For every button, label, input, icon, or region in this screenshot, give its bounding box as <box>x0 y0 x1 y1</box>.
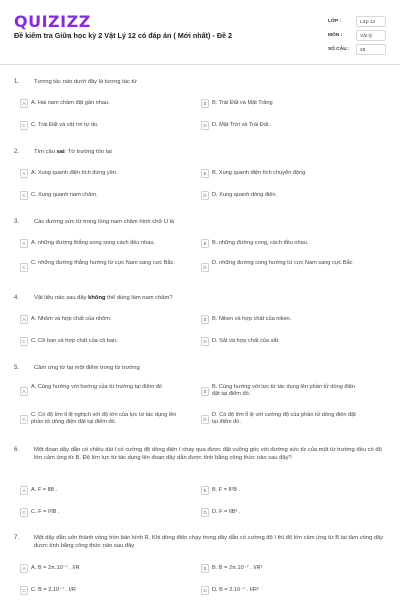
question-emphasis: không <box>88 295 106 301</box>
question-text-part: : Từ trường tồn tại <box>64 149 112 155</box>
question-number: 3. <box>14 219 20 225</box>
option-text: A. Hai nam châm đặt gần nhau. <box>31 100 110 106</box>
option-text: D. Mặt Trời và Trái Đất. <box>212 122 271 128</box>
option-letter: D <box>201 508 209 517</box>
question-text-part: Vật liệu nào sau đây <box>34 295 89 301</box>
option-1b[interactable] <box>201 97 371 111</box>
option-letter: B <box>201 486 209 495</box>
option-6b[interactable] <box>201 484 371 498</box>
option-letter: A <box>20 564 28 573</box>
option-text: C. B = 2.10⁻⁷ . I/R <box>31 587 76 593</box>
option-letter: C <box>20 586 28 595</box>
option-text: C. Có độ lớn tỉ lệ nghịch với độ lớn của lực từ tác dụng lên phần tử dòng điện đặt tại điểm đó. <box>31 412 177 425</box>
option-text: C. Cô ban và hợp chất của cô ban. <box>31 338 118 344</box>
header-divider <box>0 64 400 65</box>
option-letter: B <box>201 99 209 108</box>
meta-value: Lớp 12 <box>356 16 386 27</box>
option-text: C. F = I²lB . <box>31 509 60 515</box>
option-text: A. F = IlB . <box>31 487 58 493</box>
question-text: Tương tác nào dưới đây là tương tác từ <box>34 79 137 85</box>
option-text: C. những đường thẳng hướng từ cực Nam sang cực Bắc. <box>31 260 175 266</box>
option-3c[interactable] <box>20 259 190 277</box>
option-6d[interactable] <box>201 506 371 520</box>
option-letter: C <box>20 191 28 200</box>
question-text: Các đường sức từ trong lòng nam châm hình chữ U là <box>34 219 175 225</box>
option-text: B. Niken và hợp chất của niken. <box>212 316 292 322</box>
meta-value: Vật lý <box>356 30 386 41</box>
meta-value: 28 <box>356 44 386 55</box>
option-letter: B <box>201 239 209 248</box>
option-text: D. những đường cong hướng từ cực Nam sang cực Bắc <box>212 260 353 266</box>
option-7b[interactable] <box>201 562 371 576</box>
option-text: A. B = 2π.10⁻⁷ . I/R <box>31 565 80 571</box>
option-letter: A <box>20 99 28 108</box>
option-text: B. những đường cong, cách đều nhau. <box>212 240 309 246</box>
option-letter: D <box>201 121 209 130</box>
option-2d[interactable] <box>201 189 371 203</box>
question-number: 2. <box>14 149 20 155</box>
option-text: D. Xung quanh dòng điện. <box>212 192 278 198</box>
option-letter: A <box>20 315 28 324</box>
question-number: 5. <box>14 365 20 371</box>
question-text-part: Tìm câu <box>34 149 57 155</box>
meta-panel <box>328 16 386 58</box>
option-text: A. Cùng hướng với hướng của từ trường tại điểm đó <box>31 384 163 390</box>
option-2b[interactable] <box>201 167 371 181</box>
option-text: D. Sắt và hợp chất của sắt <box>212 338 279 344</box>
option-letter: A <box>20 169 28 178</box>
option-3d[interactable] <box>201 259 371 277</box>
question-number: 1. <box>14 79 20 85</box>
question-text-part: thể dùng làm nam châm? <box>105 295 173 301</box>
option-5d[interactable] <box>201 411 371 429</box>
option-letter: C <box>20 337 28 346</box>
option-text: B. B = 2π.10⁻⁷ . I/R² <box>212 565 263 571</box>
option-text: A. Nhôm và hợp chất của nhôm. <box>31 316 112 322</box>
option-text: B. Xung quanh điện tích chuyển động <box>212 170 306 176</box>
meta-label: SỐ CÂU : <box>328 47 350 52</box>
option-1d[interactable] <box>201 119 371 133</box>
question-text: Một đoạn dây dẫn có chiều dài l có cường độ dòng điện I chạy qua được đặt vuông góc với đường sức từ của một từ trường đều có độ lớn cảm ứng từ B. Độ lớn lực từ tác dụng lên đoạn dây dẫn được tính bằng công thức nào sau đây? <box>34 447 382 461</box>
option-7d[interactable] <box>201 584 371 598</box>
option-6c[interactable] <box>20 506 190 520</box>
option-text: B. Trái Đất và Mặt Trăng <box>212 100 273 106</box>
option-letter: A <box>20 239 28 248</box>
option-letter: D <box>201 191 209 200</box>
option-letter: D <box>201 263 209 272</box>
option-5c[interactable] <box>20 411 190 429</box>
quizizz-logo: QUIZIZZ <box>14 12 91 31</box>
option-5b[interactable] <box>201 383 371 401</box>
meta-label: MÔN : <box>328 33 343 38</box>
option-3b[interactable] <box>201 237 371 251</box>
option-7a[interactable] <box>20 562 190 576</box>
option-letter: B <box>201 169 209 178</box>
option-letter: C <box>20 121 28 130</box>
option-text: C. Xung quanh nam châm. <box>31 192 98 198</box>
question-text: Một dây dẫn uốn thành vòng tròn bán kính R. Khi dòng điện chạy trong dây dẫn có cường độ I thì độ lớn cảm ứng từ B tại tâm vòng dây được tính bằng công thức nào sau đây <box>34 535 384 549</box>
option-letter: A <box>20 387 28 396</box>
question-text <box>34 295 384 303</box>
option-2c[interactable] <box>20 189 190 203</box>
option-text: B. Cùng hướng với lực từ tác dụng lên phần tử dòng điện đặt tại điểm đó. <box>212 384 355 397</box>
option-letter: C <box>20 263 28 272</box>
option-5a[interactable] <box>20 383 190 401</box>
option-letter: C <box>20 508 28 517</box>
meta-row-subject <box>328 30 386 44</box>
option-2a[interactable] <box>20 167 190 181</box>
option-text: A. Xung quanh điện tích đứng yên. <box>31 170 118 176</box>
option-text: D. B = 2.10⁻⁷ . I/R² <box>212 587 259 593</box>
meta-row-class <box>328 16 386 30</box>
option-letter: B <box>201 387 209 396</box>
option-3a[interactable] <box>20 237 190 251</box>
option-text: C. Trái Đất và vật rơi tự do. <box>31 122 99 128</box>
option-4b[interactable] <box>201 313 371 327</box>
option-4a[interactable] <box>20 313 190 327</box>
option-text: D. Có độ lớn tỉ lệ với cường độ của phần tử dòng điện đặt tại điểm đó. <box>212 412 356 425</box>
option-letter: D <box>201 415 209 424</box>
meta-row-count <box>328 44 386 58</box>
option-text: A. những đường thẳng song song cách đều nhau. <box>31 240 156 246</box>
question-number: 7. <box>14 535 20 541</box>
option-text: B. F = Il²B . <box>212 487 241 493</box>
question-emphasis: sai <box>56 149 65 155</box>
option-letter: B <box>201 315 209 324</box>
question-number: 6. <box>14 447 20 453</box>
option-text: D. F = IlB² . <box>212 509 241 515</box>
option-letter: D <box>201 337 209 346</box>
option-letter: A <box>20 486 28 495</box>
option-1a[interactable] <box>20 97 190 111</box>
option-letter: D <box>201 586 209 595</box>
question-text <box>34 149 384 157</box>
option-letter: C <box>20 415 28 424</box>
meta-label: LỚP : <box>328 19 342 24</box>
option-letter: B <box>201 564 209 573</box>
question-number: 4. <box>14 295 20 301</box>
option-1c[interactable] <box>20 119 190 133</box>
option-6a[interactable] <box>20 484 190 498</box>
question-text: Cảm ứng từ tại một điểm trong từ trường <box>34 365 140 371</box>
option-4d[interactable] <box>201 335 371 349</box>
option-7c[interactable] <box>20 584 190 598</box>
document-title: Đề kiểm tra Giữa học kỳ 2 Vật Lý 12 có đáp án ( Mới nhất) - Đề 2 <box>14 31 233 40</box>
option-4c[interactable] <box>20 335 190 349</box>
worksheet-header <box>14 10 386 70</box>
